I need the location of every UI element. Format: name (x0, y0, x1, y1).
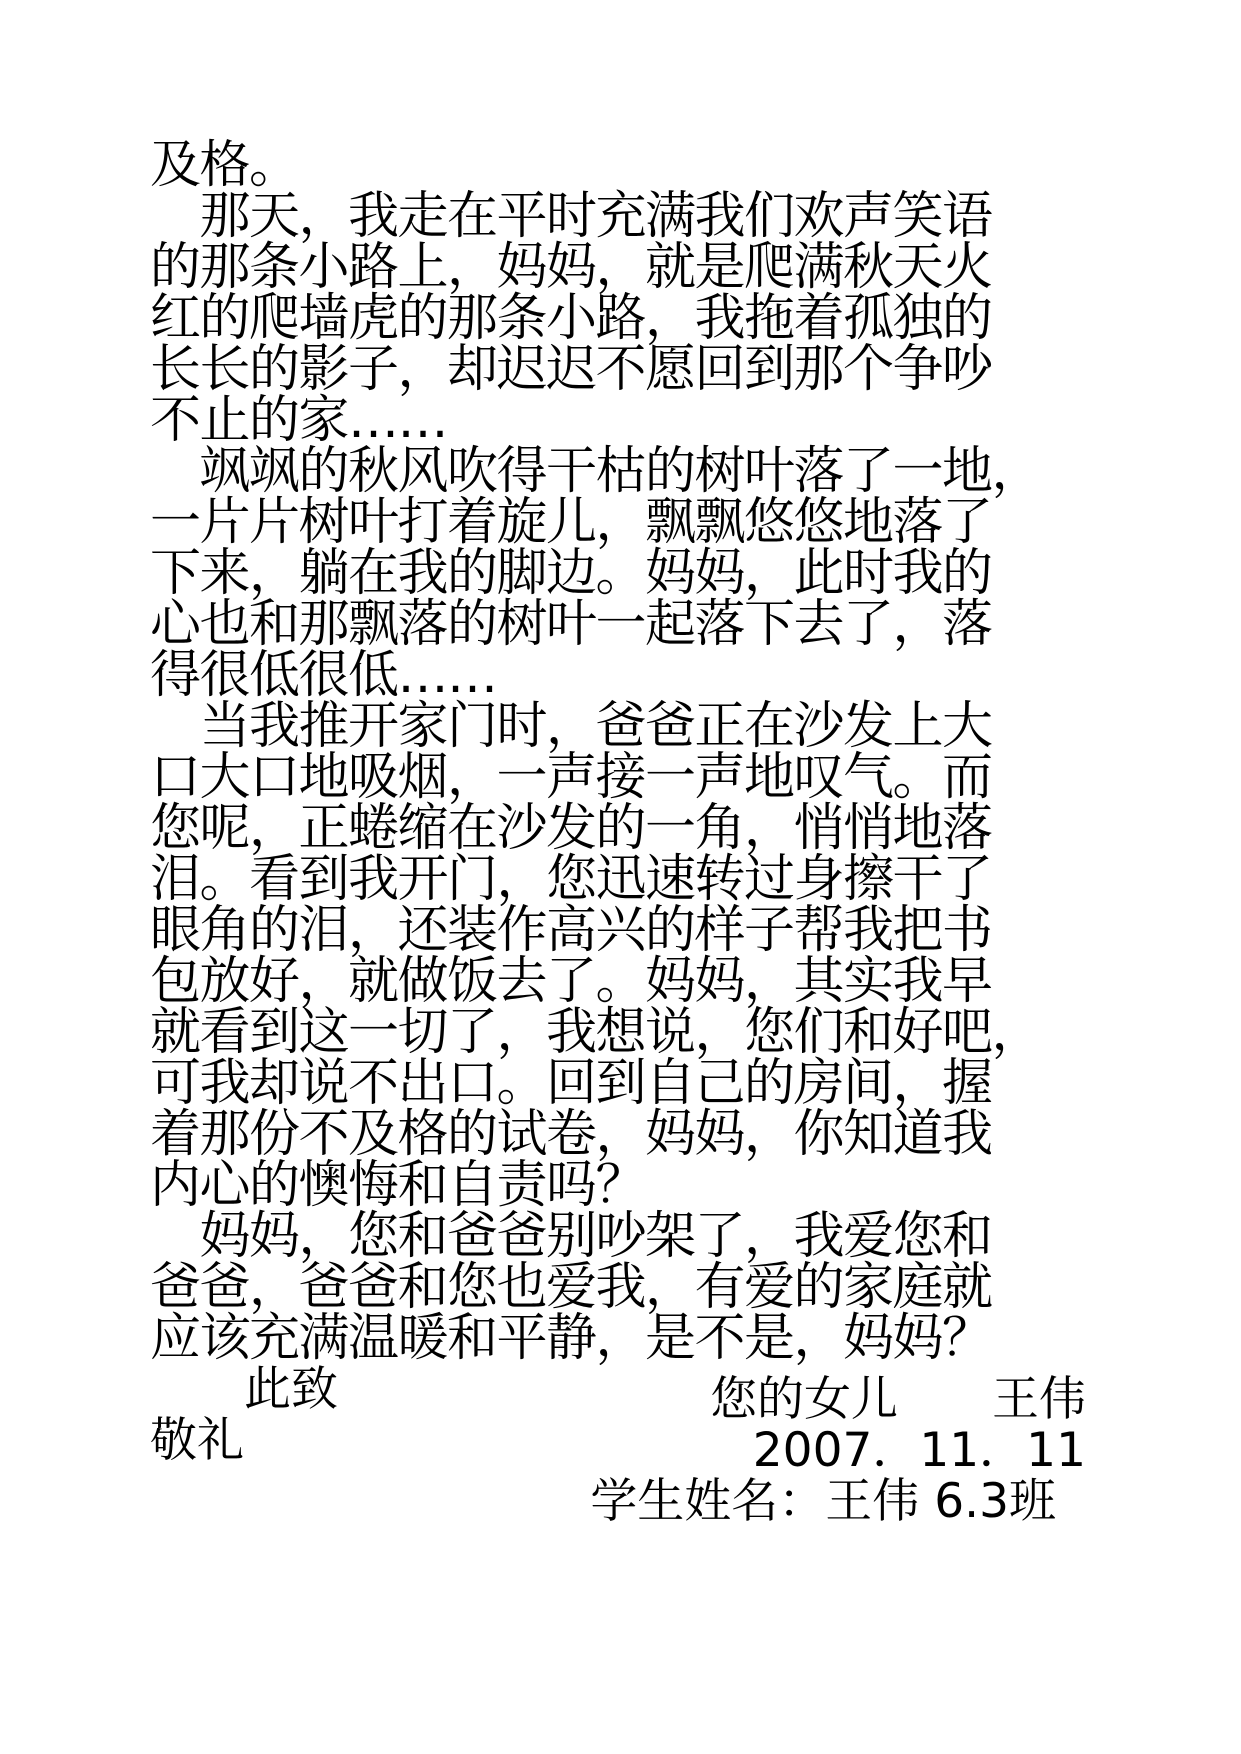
closing-salutation: 此致 (150, 1362, 338, 1417)
letter-line: 口大口地吸烟，一声接一声地叹气。而 (150, 748, 992, 807)
letter-line: 的那条小路上，妈妈，就是爬满秋天火 (150, 238, 992, 297)
letter-line: 眼角的泪，还装作高兴的样子帮我把书 (150, 901, 992, 960)
letter-line: 您呢，正蜷缩在沙发的一角，悄悄地落 (150, 799, 992, 858)
letter-line: 得很低很低…… (150, 646, 497, 705)
letter-line: 下来，躺在我的脚边。妈妈，此时我的 (150, 544, 992, 603)
letter-line: 内心的懊悔和自责吗？ (150, 1156, 646, 1215)
letter-line: 妈妈，您和爸爸别吵架了，我爱您和 (150, 1207, 992, 1266)
letter-line: 红的爬墙虎的那条小路，我拖着孤独的 (150, 289, 992, 348)
letter-line: 飒飒的秋风吹得干枯的树叶落了一地， (150, 442, 1042, 501)
letter-line: 可我却说不出口。回到自己的房间，握 (150, 1054, 992, 1113)
letter-line: 应该充满温暖和平静，是不是，妈妈？ (150, 1309, 992, 1368)
student-info: 学生姓名：王伟 6.3班 (590, 1474, 1056, 1529)
letter-line: 心也和那飘落的树叶一起落下去了，落 (150, 595, 992, 654)
letter-body (150, 136, 1090, 1468)
letter-line: 一片片树叶打着旋儿，飘飘悠悠地落了 (150, 493, 992, 552)
letter-date: 2007．11．11 (752, 1423, 1086, 1478)
signature-block (386, 1374, 1086, 1527)
letter-line: 包放好，就做饭去了。妈妈，其实我早 (150, 952, 992, 1011)
letter-line: 不止的家…… (150, 391, 448, 450)
letter-line: 及格。 (150, 136, 299, 195)
letter-line: 爸爸，爸爸和您也爱我，有爱的家庭就 (150, 1258, 992, 1317)
letter-line: 长长的影子，却迟迟不愿回到那个争吵 (150, 340, 992, 399)
signature: 您的女儿 王伟 (710, 1372, 1086, 1427)
letter-line: 着那份不及格的试卷，妈妈，你知道我 (150, 1105, 992, 1164)
letter-line: 那天，我走在平时充满我们欢声笑语 (150, 187, 992, 246)
letter-line: 泪。看到我开门，您迅速转过身擦干了 (150, 850, 992, 909)
letter-line: 当我推开家门时，爸爸正在沙发上大 (150, 697, 992, 756)
closing-respect: 敬礼 (150, 1413, 244, 1468)
letter-line: 就看到这一切了，我想说，您们和好吧， (150, 1003, 1042, 1062)
